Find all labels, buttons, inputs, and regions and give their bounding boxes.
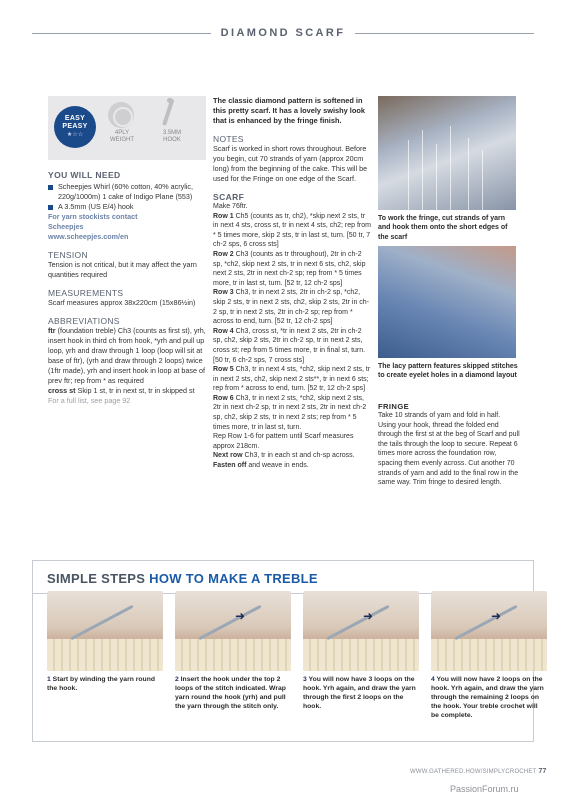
- pattern-rows: [213, 202, 371, 471]
- hook-icon: [70, 605, 133, 641]
- hook-caption: [152, 130, 192, 144]
- page-number: 77: [538, 768, 547, 775]
- step-number: 4: [431, 676, 435, 683]
- header-rule-right: [355, 33, 534, 34]
- step-description: You will now have 3 loops on the hook. Yrh again, and draw the yarn through the first 2 loops on the hook.: [303, 676, 416, 710]
- fringe-photo: [378, 96, 516, 210]
- crochet-fabric: [175, 639, 291, 671]
- scarf-heading: SCARF: [213, 192, 245, 202]
- step-number: 1: [47, 676, 51, 683]
- arrow-icon: ➜: [363, 609, 374, 623]
- list-item: [48, 182, 206, 202]
- fringe-strand: [408, 140, 409, 210]
- abbr-cross-st: [48, 386, 206, 396]
- hook-line-2: HOOK: [163, 137, 181, 143]
- step-2: [175, 591, 291, 711]
- abbreviations-heading: ABBREVIATIONS: [48, 316, 120, 326]
- row-label: Row 6: [213, 394, 234, 402]
- you-will-need-heading: YOU WILL NEED: [48, 170, 121, 180]
- fringe-strand: [436, 144, 437, 210]
- step-3: [303, 591, 419, 711]
- sidebar: [48, 96, 206, 406]
- abbr-term: cross st: [48, 386, 76, 395]
- steps-title-b: HOW TO MAKE A TREBLE: [149, 571, 318, 586]
- notes-text: Scarf is worked in short rows throughout. Before you begin, cut 70 strands of yarn (approx 20cm long) from the beginning of the cake. This will be used for the Fringe on one edge of the Scarf.: [213, 144, 368, 183]
- difficulty-panel: [48, 96, 206, 160]
- pattern-row: [213, 327, 371, 365]
- abbr-definition: Skip 1 st, tr in next st, tr in skipped st: [75, 386, 195, 395]
- tension-text: Tension is not critical, but it may affect the yarn quantities required: [48, 260, 197, 279]
- step-photo: [175, 591, 291, 671]
- row-label: Row 3: [213, 289, 234, 297]
- steps-title: [47, 571, 318, 586]
- weight-caption: [104, 130, 140, 144]
- row-label: Next row: [213, 452, 243, 460]
- footer-url[interactable]: WWW.GATHERED.HOW/SIMPLYCROCHET: [410, 769, 537, 775]
- crochet-hook-icon: [162, 100, 174, 126]
- watermark: PassionForum.ru: [450, 784, 519, 794]
- abbr-definition: (foundation treble) Ch3 (counts as first st), yrh, insert hook in third ch from hook, *yrh and pull up loop, yrh and draw through 1 loop (loop will sit at base of ftr), (yrh and draw through 2 loops) twice (1ftr made), yrh and insert hook in loop at base of prev ftr; rep from * as required: [48, 326, 206, 385]
- fasten-off-line: [213, 461, 371, 471]
- pattern-row: [213, 365, 371, 394]
- row-text: and weave in ends.: [246, 462, 309, 470]
- row-text: Ch5 (counts as tr, ch2), *skip next 2 sts, tr in next 4 sts, cross st, tr in next 4 sts, ch2; rep from * 5 times more, skip 2 sts, tr in last st, turn. [50 tr, 7 ch-2 sps, 6 cross sts]: [213, 212, 371, 249]
- fringe-strand: [422, 130, 423, 210]
- weight-line-1: 4PLY: [114, 130, 130, 136]
- steps-title-a: SIMPLE STEPS: [47, 571, 146, 586]
- pattern-column: [213, 96, 371, 471]
- hook-icon: [454, 605, 517, 641]
- row-text: Ch3, cross st, *tr in next 2 sts, 2tr in ch-2 sp, ch2, skip 2 sts, 2tr in ch-2 sp, tr in next 2 sts, cross st; rep from 5 times more, tr in final st, turn. [50 tr, 6 ch-2 sps, 7 cross sts]: [213, 327, 366, 364]
- step-text: [47, 675, 163, 693]
- fringe-photo-caption: To work the fringe, cut strands of yarn and hook them onto the short edges of the scarf: [378, 215, 508, 241]
- fringe-strand: [482, 150, 483, 210]
- stockists-brand: Scheepjes: [48, 222, 84, 231]
- stockists-link[interactable]: www.scheepjes.com/en: [48, 232, 129, 241]
- arrow-icon: ➜: [235, 609, 246, 623]
- measurements-text: Scarf measures approx 38x220cm (15x86½in): [48, 298, 196, 307]
- row-text: Ch3, tr in each st and ch-sp across.: [242, 452, 355, 460]
- make-line: Make 76ftr.: [213, 203, 248, 210]
- step-text: [431, 675, 547, 720]
- step-text: [175, 675, 291, 711]
- crochet-fabric: [47, 639, 163, 671]
- crochet-fabric: [303, 639, 419, 671]
- step-photo: [431, 591, 547, 671]
- row-label: Row 1: [213, 212, 234, 220]
- row-label: Fasten off: [213, 462, 247, 470]
- fringe-text: Take 10 strands of yarn and fold in half. Using your hook, thread the folded end through the first st at the beg of Scarf and pull the tails through the loop to secure. Repeat 6 times more across the foundation row, spacing them evenly across. Cut another 70 strands of yarn and add to the final row in the same way. Trim fringe to desired length.: [378, 412, 520, 487]
- step-photo: [303, 591, 419, 671]
- notes-heading: NOTES: [213, 134, 244, 144]
- simple-steps-panel: [32, 560, 544, 742]
- bullet-icon: [48, 205, 53, 210]
- bullet-icon: [48, 185, 53, 190]
- material-text: Scheepjes Whirl (60% cotton, 40% acrylic, 220g/1000m) 1 cake of Indigo Plane (553): [58, 182, 194, 201]
- list-item: [48, 202, 206, 212]
- measurements-heading: MEASUREMENTS: [48, 288, 124, 298]
- yarn-ball-icon: [108, 102, 134, 128]
- step-1: [47, 591, 163, 693]
- intro-text: The classic diamond pattern is softened in this pretty scarf. It has a lovely swishy look that is enhanced by the fringe finish.: [213, 96, 365, 125]
- fringe-strand: [450, 126, 451, 210]
- weight-line-2: WEIGHT: [110, 137, 134, 143]
- badge-line-2: PEASY: [62, 123, 88, 130]
- pattern-row: [213, 212, 371, 250]
- step-photo: [47, 591, 163, 671]
- pattern-row: [213, 250, 371, 288]
- header-bar: [32, 26, 534, 40]
- hook-icon: [198, 605, 261, 641]
- fringe-section: [378, 402, 520, 488]
- step-number: 3: [303, 676, 307, 683]
- fringe-heading: FRINGE: [378, 402, 410, 411]
- hook-line-1: 3.5MM: [162, 130, 182, 136]
- abbr-term: ftr: [48, 326, 56, 335]
- tension-heading: TENSION: [48, 250, 88, 260]
- step-text: [303, 675, 419, 711]
- header-rule-left: [32, 33, 211, 34]
- row-text: Ch3, tr in next 2 sts, 2tr in ch-2 sp, *ch2, skip 2 sts, tr in next 2 sts, ch2, skip 2 sts, 2tr in ch-2 sp, tr in next 2 sts, 2tr in ch-2 sp; rep from * across to end, turn. [52 tr, 12 ch-2 sps]: [213, 289, 369, 326]
- row-label: Row 4: [213, 327, 234, 335]
- row-text: Ch3 (counts as tr throughout), 2tr in ch-2 sp, *ch2, skip next 2 sts, tr in next 6 sts, ch2, skip next 2 sts, 2tr in next ch-2 sp; rep from * 5 times more, tr in last st, turn. [52 tr, 12 ch-2 sps]: [213, 250, 366, 287]
- fringe-strand: [468, 138, 469, 210]
- crochet-fabric: [431, 639, 547, 671]
- badge-line-1: EASY: [64, 115, 86, 122]
- step-description: Insert the hook under the top 2 loops of the stitch indicated. Wrap yarn round the hook (yrh) and pull the yarn through the stitch only.: [175, 676, 286, 710]
- row-label: Row 2: [213, 250, 234, 258]
- step-description: You will now have 2 loops on the hook. Yrh again, and draw the yarn through the remaining 2 loops on the hook. Your treble crochet will be complete.: [431, 676, 544, 719]
- step-number: 2: [175, 676, 179, 683]
- hook-icon: [326, 605, 389, 641]
- easy-peasy-badge: [54, 106, 96, 148]
- step-4: [431, 591, 547, 720]
- step-description: Start by winding the yarn round the hook.: [47, 676, 156, 692]
- lacy-photo-caption: The lacy pattern features skipped stitches to create eyelet holes in a diamond layout: [378, 363, 518, 380]
- full-list-note: For a full list, see page 92: [48, 396, 131, 405]
- row-text: Ch3, tr in next 4 sts, *ch2, skip next 2 sts, tr in next 2 sts, ch2, skip next 2 sts**, tr in next 6 sts; rep from * across to end, turn. [52 tr, 12 ch-2 sps]: [213, 366, 371, 393]
- row-label: Row 5: [213, 366, 234, 374]
- star-rating-icon: ★☆☆: [66, 132, 84, 138]
- pattern-row: [213, 288, 371, 326]
- materials-list: [48, 182, 206, 212]
- next-row-line: [213, 451, 371, 461]
- material-text: A 3.5mm (US E/4) hook: [58, 202, 134, 211]
- page-footer: [410, 768, 547, 775]
- abbr-ftr: [48, 326, 206, 386]
- arrow-icon: ➜: [491, 609, 502, 623]
- pattern-row: [213, 394, 371, 432]
- stockists-label: For yarn stockists contact: [48, 212, 138, 221]
- page-title: DIAMOND SCARF: [220, 27, 346, 39]
- repeat-line: Rep Row 1-6 for pattern until Scarf measures approx 218cm.: [213, 433, 354, 450]
- lacy-pattern-photo: [378, 246, 516, 358]
- row-text: Ch3, tr in next 2 sts, *ch2, skip next 2 sts, 2tr in next ch-2 sp, tr in next 2 sts, 2tr in next ch-2 sp, ch2, skip 2 sts, tr in next 2 sts; rep from * 5 times more, tr in last st, turn.: [213, 394, 367, 431]
